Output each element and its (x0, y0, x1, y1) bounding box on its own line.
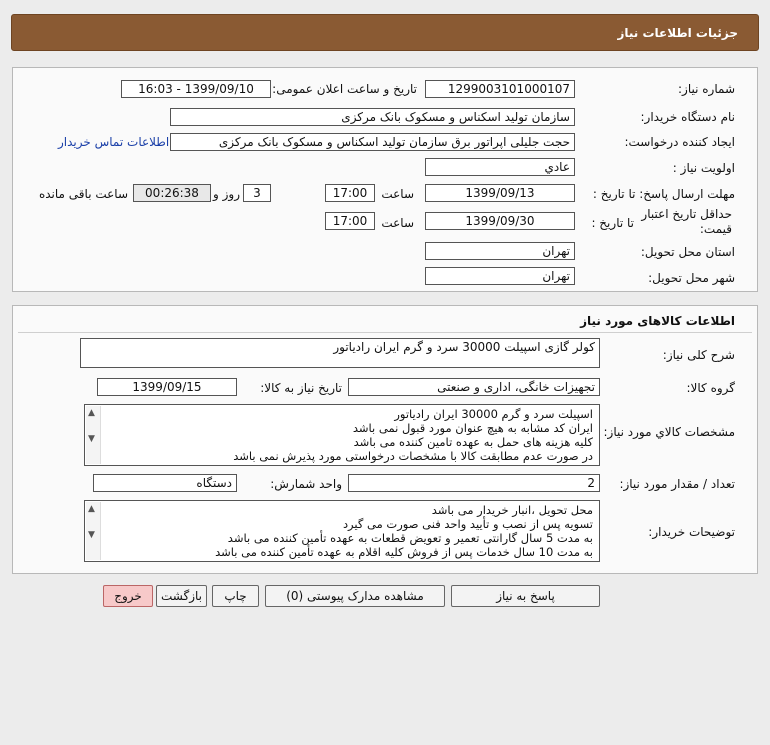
notes-line: تسویه پس از نصب و تأیید واحد فنی صورت می گیرد (342, 517, 593, 531)
page-title: جزئیات اطلاعات نیاز (617, 26, 738, 40)
remaining-days-field[interactable]: 3 (243, 184, 271, 202)
requester-label: ایجاد کننده درخواست: (624, 135, 735, 149)
specs-line: کلیه هزینه های حمل به عهده تامین کننده می باشد (353, 435, 593, 449)
validity-date-field[interactable]: 1399/09/30 (425, 212, 575, 230)
buyer-notes-textarea[interactable] (84, 500, 600, 562)
specs-lines (103, 407, 593, 463)
price-validity-label-2: قیمت: (699, 222, 732, 236)
specs-line: در صورت عدم مطابقت کالا با مشخصات درخواستی مورد پذیرش نمی باشد (233, 449, 593, 463)
scroll-down-icon[interactable]: ▼ (88, 434, 95, 444)
deadline-time-label: ساعت (381, 187, 414, 201)
section-divider (18, 332, 752, 333)
buyer-org-field[interactable]: سازمان تولید اسکناس و مسکوک بانک مرکزی (170, 108, 575, 126)
goods-group-field[interactable]: تجهیزات خانگی، اداری و صنعتی (348, 378, 600, 396)
buyer-org-label: نام دستگاه خریدار: (640, 110, 735, 124)
goods-group-label: گروه کالا: (686, 381, 735, 395)
specs-label: مشخصات کالاي مورد نياز: (603, 425, 735, 439)
back-button[interactable]: بازگشت (156, 585, 207, 607)
print-button[interactable]: چاپ (212, 585, 259, 607)
notes-line: محل تحویل ،انبار خریدار می باشد (431, 503, 593, 517)
page-header (11, 14, 759, 51)
summary-field[interactable]: کولر گازی اسپیلت 30000 سرد و گرم ایران رادیاتور (80, 338, 600, 368)
city-label: شهر محل تحویل: (648, 271, 735, 285)
reply-button[interactable]: پاسخ به نیاز (451, 585, 600, 607)
price-validity-label: حداقل تاریخ اعتبار (641, 207, 732, 221)
requester-field[interactable]: حجت جلیلی اپراتور برق سازمان تولید اسکناس و مسکوک بانک مرکزی (170, 133, 575, 151)
buyer-notes-lines (103, 503, 593, 559)
validity-to-date-label: تا تاریخ : (591, 216, 634, 230)
notes-line: به مدت 5 سال گارانتی تعمیر و تعویض قطعات به عهده تأمین کننده می باشد (227, 531, 593, 545)
attachments-button[interactable]: مشاهده مدارک پیوستی (0) (265, 585, 445, 607)
notes-scrollbar[interactable] (86, 502, 101, 560)
need-date-field[interactable]: 1399/09/15 (97, 378, 237, 396)
specs-line: ایران کد مشابه به هیچ عنوان مورد قبول نمی باشد (352, 421, 593, 435)
exit-button[interactable]: خروج (103, 585, 153, 607)
remaining-time-field: 00:26:38 (133, 184, 211, 202)
goods-section-title: اطلاعات کالاهای مورد نیاز (580, 314, 735, 328)
priority-field[interactable]: عادي (425, 158, 575, 176)
scroll-down-icon[interactable]: ▼ (88, 530, 95, 540)
specs-scrollbar[interactable] (86, 406, 101, 464)
scroll-up-icon[interactable]: ▲ (88, 408, 95, 418)
deadline-label: مهلت ارسال پاسخ: تا تاریخ : (592, 187, 735, 201)
remaining-time-label: ساعت باقی مانده (38, 187, 128, 201)
summary-label: شرح کلی نیاز: (662, 348, 735, 362)
scroll-up-icon[interactable]: ▲ (88, 504, 95, 514)
buyer-notes-label: توضیحات خریدار: (648, 525, 735, 539)
validity-time-field[interactable]: 17:00 (325, 212, 375, 230)
deadline-date-field[interactable]: 1399/09/13 (425, 184, 575, 202)
priority-label: اولویت نیاز : (672, 161, 735, 175)
specs-textarea[interactable] (84, 404, 600, 466)
province-label: استان محل تحویل: (640, 245, 735, 259)
buyer-contact-link[interactable]: اطلاعات تماس خریدار (58, 135, 170, 149)
need-number-label: شماره نیاز: (678, 82, 735, 96)
specs-line: اسپیلت سرد و گرم 30000 ایران رادیاتور (394, 407, 593, 421)
quantity-label: تعداد / مقدار مورد نیاز: (619, 477, 735, 491)
need-date-label: تاریخ نیاز به کالا: (260, 381, 342, 395)
province-field[interactable]: تهران (425, 242, 575, 260)
deadline-time-field[interactable]: 17:00 (325, 184, 375, 202)
announce-date-field[interactable]: 1399/09/10 - 16:03 (121, 80, 271, 98)
announce-date-label: تاریخ و ساعت اعلان عمومی: (272, 82, 417, 96)
quantity-field[interactable]: 2 (348, 474, 600, 492)
city-field[interactable]: تهران (425, 267, 575, 285)
notes-line: به مدت 10 سال خدمات پس از فروش کلیه اقلام به عهده تأمین کننده می باشد (215, 545, 593, 559)
unit-field[interactable]: دستگاه (93, 474, 237, 492)
unit-label: واحد شمارش: (270, 477, 342, 491)
days-label: روز و (213, 187, 240, 201)
need-number-field[interactable]: 1299003101000107 (425, 80, 575, 98)
validity-time-label: ساعت (381, 216, 414, 230)
